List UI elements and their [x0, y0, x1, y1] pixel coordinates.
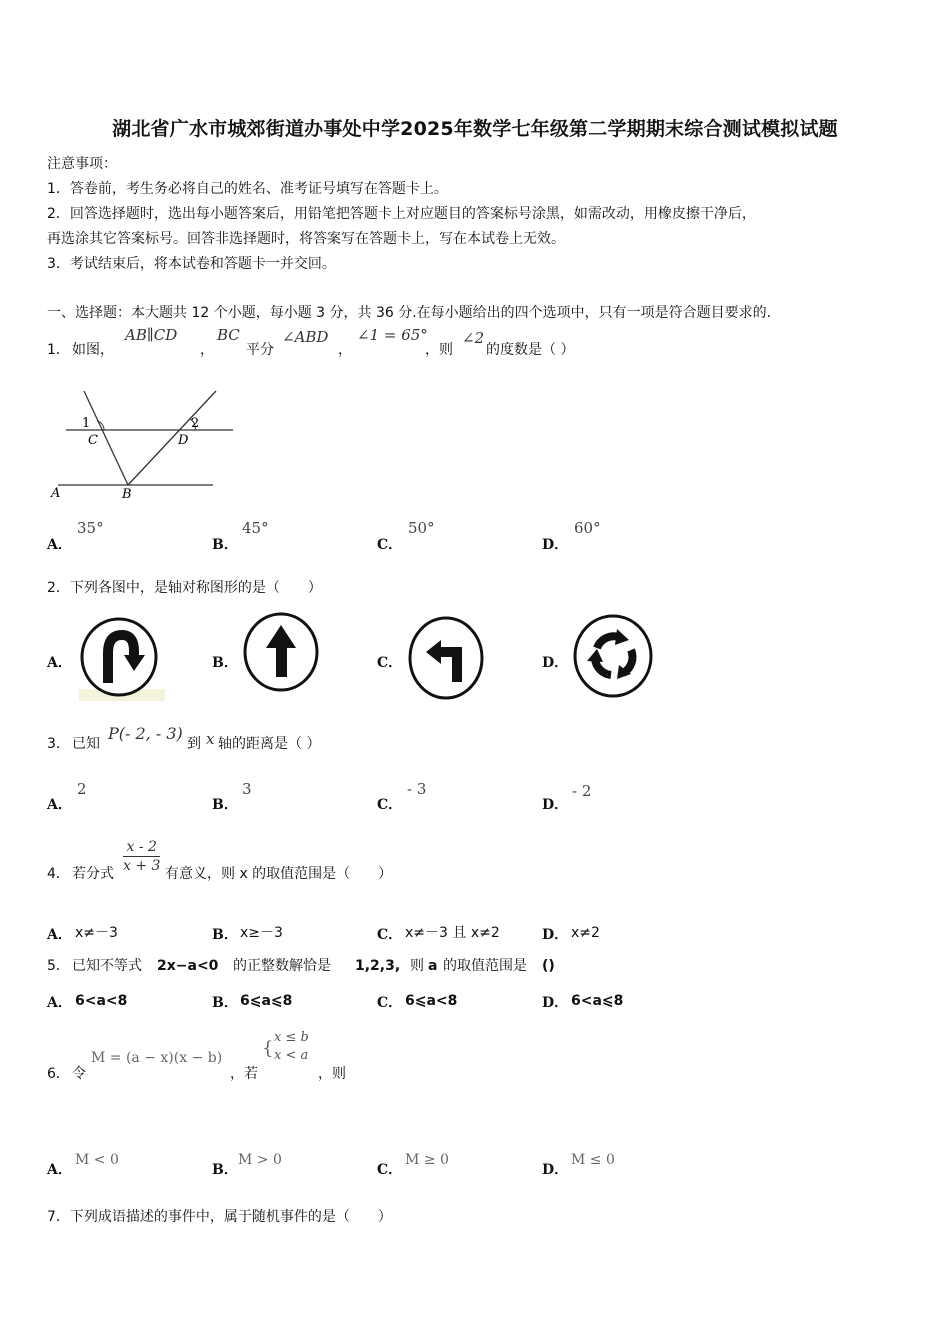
q3-option-c-label: C． [377, 797, 403, 813]
q3-option-c-value: - 3 [407, 780, 427, 798]
q3-option-a-label: A． [47, 797, 72, 813]
q1-text: ，则 [425, 342, 453, 358]
q1-math-bc: BC [217, 326, 240, 344]
q5-option-c-label: C． [377, 995, 403, 1011]
q1-text: 的度数是（ ） [486, 342, 575, 358]
q5-paren: () [542, 958, 555, 974]
q1-math-angle2: ∠2 [462, 329, 485, 347]
q6-option-d-value: M ≤ 0 [571, 1152, 615, 1168]
q1-math-angle-abd: ∠ABD [282, 328, 329, 346]
page-title: 湖北省广水市城郊街道办事处中学2025年数学七年级第二学期期末综合测试模拟试题 [112, 118, 838, 140]
notice-item: 1．答卷前，考生务必将自己的姓名、准考证号填写在答题卡上。 [47, 181, 448, 197]
q5-text: 的取值范围是 [443, 958, 527, 974]
q6-option-b-value: M > 0 [238, 1152, 282, 1168]
q1-option-d-label: D． [542, 537, 569, 553]
q1-math-parallel: AB∥CD [125, 326, 178, 344]
q4-option-d-label: D． [542, 927, 569, 943]
q1-number: 1． [47, 342, 70, 358]
q3-option-d-label: D． [542, 797, 569, 813]
notice-item: 2．回答选择题时，选出每小题答案后，用铅笔把答题卡上对应题目的答案标号涂黑，如需改动，用橡皮擦干净后， [47, 206, 756, 222]
left-turn-sign-icon [408, 616, 486, 700]
q4-text: 有意义，则 x 的取值范围是（ ） [165, 866, 393, 882]
q4-option-d-value: x≠2 [571, 925, 600, 941]
q5-solutions: 1,2,3, [355, 958, 401, 974]
q6-option-a-label: A． [47, 1162, 72, 1178]
q4-option-b-label: B． [212, 927, 238, 943]
q1-text: 平分 [246, 342, 274, 358]
q4-fraction-denominator: x + 3 [123, 858, 161, 874]
q3-option-b-value: 3 [242, 780, 252, 798]
q2-text: 2．下列各图中，是轴对称图形的是（ ） [47, 580, 322, 596]
q6-text: 令 [72, 1066, 86, 1082]
q2-option-a-label: A． [47, 655, 72, 671]
q6-text: ，则 [318, 1066, 346, 1082]
notice-item: 再选涂其它答案标号。回答非选择题时，将答案写在答题卡上，写在本试卷上无效。 [47, 231, 565, 247]
straight-arrow-sign-icon [243, 612, 321, 694]
u-turn-sign-icon [79, 617, 165, 701]
label-2: 2 [191, 416, 200, 431]
q5-text: 已知不等式 [72, 958, 142, 974]
q2-option-b-label: B． [212, 655, 238, 671]
q6-number: 6． [47, 1066, 70, 1082]
q1-option-c-value: 50° [408, 519, 435, 537]
label-a: A [51, 486, 61, 501]
q1-text: ， [200, 342, 214, 358]
q1-math-angle1: ∠1 = 65° [357, 326, 428, 344]
label-b: B [122, 487, 132, 502]
q1-text: ， [338, 342, 352, 358]
q3-math-x: x [206, 730, 215, 748]
q5-option-b-label: B． [212, 995, 238, 1011]
q5-option-c-value: 6⩽a<8 [405, 993, 458, 1009]
q4-text: 若分式 [72, 866, 114, 882]
q3-math-point: P(- 2, - 3) [108, 724, 183, 743]
q4-option-c-value: x≠－3 且 x≠2 [405, 925, 500, 941]
q6-option-c-value: M ≥ 0 [405, 1152, 449, 1168]
q3-text: 已知 [72, 736, 100, 752]
q5-text: 则 [410, 958, 424, 974]
q2-option-d-label: D． [542, 655, 569, 671]
q4-fraction-numerator: x - 2 [123, 839, 160, 857]
q5-option-d-value: 6<a⩽8 [571, 993, 624, 1009]
section-heading: 一、选择题：本大题共 12 个小题，每小题 3 分，共 36 分.在每小题给出的四个选项中，只有一项是符合题目要求的. [47, 305, 772, 321]
notice-item: 3．考试结束后，将本试卷和答题卡一并交回。 [47, 256, 336, 272]
roundabout-sign-icon [573, 614, 655, 698]
q5-option-d-label: D． [542, 995, 569, 1011]
q1-option-b-label: B． [212, 537, 238, 553]
q6-option-d-label: D． [542, 1162, 569, 1178]
q6-option-c-label: C． [377, 1162, 403, 1178]
q3-text: 到 [187, 736, 201, 752]
q3-text: 轴的距离是（ ） [218, 736, 321, 752]
label-c: C [88, 433, 98, 448]
q6-option-b-label: B． [212, 1162, 238, 1178]
q5-var: a [428, 958, 438, 974]
q6-system-line-1: x ≤ b [274, 1030, 309, 1045]
q6-system-brace: { [262, 1038, 274, 1059]
q4-option-a-label: A． [47, 927, 72, 943]
q4-option-c-label: C． [377, 927, 403, 943]
q1-text: 如图， [72, 342, 114, 358]
q7-text: 7．下列成语描述的事件中，属于随机事件的是（ ） [47, 1209, 392, 1225]
q6-option-a-value: M < 0 [75, 1152, 119, 1168]
label-1: 1 [82, 416, 91, 431]
label-d: D [178, 433, 189, 448]
q6-system-line-2: x < a [274, 1048, 309, 1063]
q1-option-a-value: 35° [77, 519, 104, 537]
q1-option-d-value: 60° [574, 519, 601, 537]
q4-option-b-value: x≥－3 [240, 925, 283, 941]
q2-option-c-label: C． [377, 655, 403, 671]
q1-option-a-label: A． [47, 537, 72, 553]
q4-number: 4． [47, 866, 70, 882]
q4-option-a-value: x≠－3 [75, 925, 118, 941]
q6-math-m: M = (a − x)(x − b) [91, 1050, 223, 1066]
line-bd [128, 391, 216, 485]
q6-text: ，若 [230, 1066, 258, 1082]
q5-option-b-value: 6⩽a⩽8 [240, 993, 293, 1009]
q5-option-a-label: A． [47, 995, 72, 1011]
q3-option-b-label: B． [212, 797, 238, 813]
q1-figure [48, 385, 248, 505]
q5-inequality: 2x−a<0 [157, 958, 219, 974]
q3-number: 3． [47, 736, 70, 752]
q4-fraction [123, 839, 160, 874]
q5-number: 5． [47, 958, 70, 974]
q1-option-c-label: C． [377, 537, 403, 553]
q3-option-d-value: - 2 [572, 782, 592, 800]
q1-option-b-value: 45° [242, 519, 269, 537]
notice-heading: 注意事项： [47, 156, 117, 172]
q5-option-a-value: 6<a<8 [75, 993, 128, 1009]
q5-text: 的正整数解恰是 [233, 958, 331, 974]
q3-option-a-value: 2 [77, 780, 87, 798]
